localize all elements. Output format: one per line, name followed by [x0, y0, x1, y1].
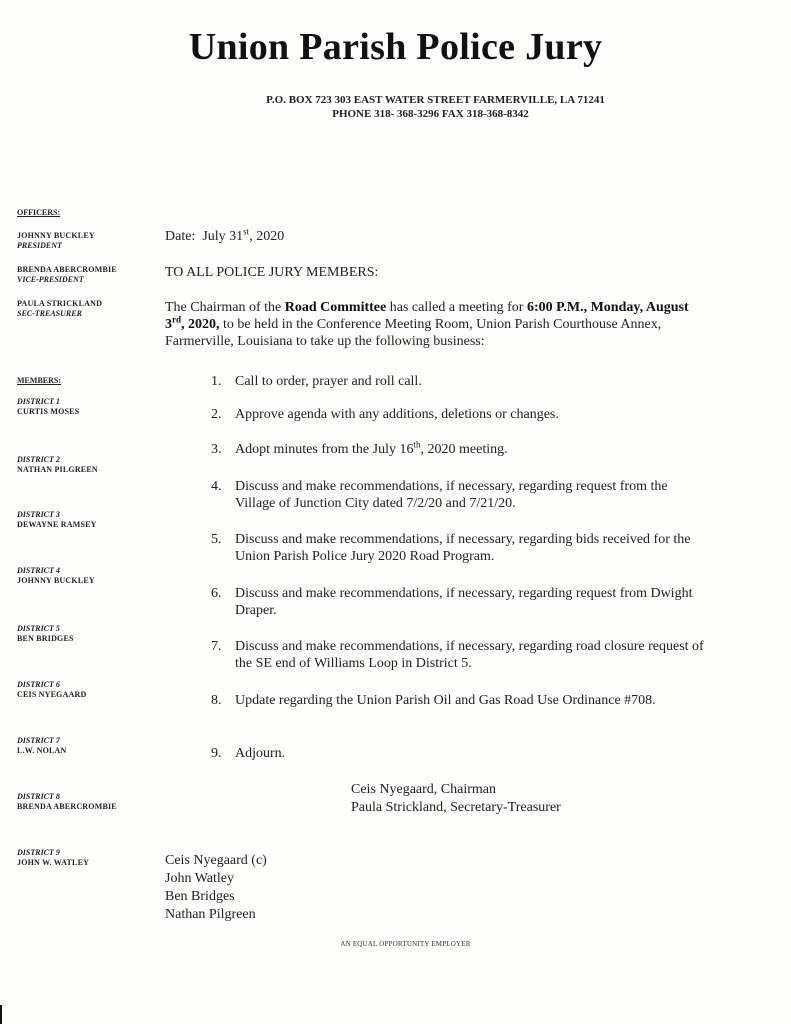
address-line: P.O. BOX 723 303 EAST WATER STREET FARMERVILLE, LA 71241	[266, 94, 605, 106]
district-label: DISTRICT 4	[17, 566, 60, 575]
member-entry	[17, 455, 98, 475]
district-label: DISTRICT 8	[17, 792, 60, 801]
officer-entry	[17, 299, 102, 319]
member-name: JOHN W. WATLEY	[17, 858, 90, 867]
district-label: DISTRICT 1	[17, 397, 60, 406]
officer-entry	[17, 231, 95, 251]
letter-date: Date: July 31st, 2020	[165, 226, 285, 244]
member-name: CEIS NYEGAARD	[17, 690, 87, 699]
officer-role: PRESIDENT	[17, 241, 62, 250]
cc-list	[165, 852, 267, 924]
member-name: CURTIS MOSES	[17, 407, 80, 416]
cc-item: John Watley	[165, 871, 234, 886]
letter-salutation: TO ALL POLICE JURY MEMBERS:	[165, 265, 379, 280]
member-entry	[17, 624, 74, 644]
district-label: DISTRICT 9	[17, 848, 60, 857]
officer-role: SEC-TREASURER	[17, 309, 82, 318]
scan-edge-mark	[0, 1005, 2, 1024]
officer-name: BRENDA ABERCROMBIE	[17, 265, 117, 274]
member-name: BEN BRIDGES	[17, 634, 74, 643]
phone-fax-line: PHONE 318- 368-3296 FAX 318-368-8342	[332, 108, 529, 120]
member-entry	[17, 397, 79, 417]
cc-item: Ben Bridges	[165, 889, 235, 904]
district-label: DISTRICT 2	[17, 455, 60, 464]
member-entry	[17, 736, 67, 756]
member-entry	[17, 848, 89, 868]
member-name: L.W. NOLAN	[17, 746, 67, 755]
cc-item: Nathan Pilgreen	[165, 907, 256, 922]
cc-item: Ceis Nyegaard (c)	[165, 853, 267, 868]
signature-secretary: Paula Strickland, Secretary-Treasurer	[351, 800, 561, 815]
district-label: DISTRICT 3	[17, 510, 60, 519]
officer-name: JOHNNY BUCKLEY	[17, 231, 95, 240]
footer-equal-opportunity: AN EQUAL OPPORTUNITY EMPLOYER	[340, 940, 471, 948]
organization-title: Union Parish Police Jury	[188, 26, 603, 68]
district-label: DISTRICT 6	[17, 680, 60, 689]
member-entry	[17, 680, 87, 700]
officer-name: PAULA STRICKLAND	[17, 299, 103, 308]
district-label: DISTRICT 5	[17, 624, 60, 633]
officer-entry	[17, 265, 117, 285]
member-name: BRENDA ABERCROMBIE	[17, 802, 117, 811]
letter-intro-paragraph: The Chairman of the Road Committee has called a meeting for 6:00 P.M., Monday, August 3rd, 2020, to be held in the Conference Meeting Room, Union Parish Courthouse Annex, Farmerville, Louisiana to take up the following business:	[165, 300, 689, 349]
member-name: DEWAYNE RAMSEY	[17, 520, 97, 529]
letterhead-document: Union Parish Police Jury P.O. BOX 723 303 EAST WATER STREET FARMERVILLE, LA 71241 PHONE 318- 368-3296 FAX 318-368-8342 OFFICERS: JOHNNY BUCKLEY PRESIDENT BRENDA ABERCROMBIE VICE-PRESIDENT PAULA STRICKLAND SEC-TREASURER MEMBERS: DISTRICT 1 CURTIS MOSES DISTRICT 2 NATHAN PILGREEN DISTRICT 3 DEWAYNE RAMSEY DISTRICT 4 JOHNNY BUCKLEY DISTRICT 5 BEN BRIDGES DISTRICT 6 CEIS NYEGAARD DISTRICT 7 L.W. NOLAN DISTRICT 8 BRENDA ABERCROMBIE DISTRICT 9 JOHN W. WATLEY Date: July 31st, 2020 TO ALL POLICE JURY MEMBERS: The Chairman of the Road Committee has called a meeting for 6:00 P.M., Monday, August 3rd, 2020, to be held in the Conference Meeting Room, Union Parish Courthouse Annex, Farmerville, Louisiana to take up the following business: 1. Call to order, prayer and roll call. 2. Approve agenda with any additions, deletions or changes. 3. Adopt minutes from the July 16th, 2020 meeting. 4. Discuss and make recommendations, if necessary, regarding request from the Village of Junction City dated 7/2/20 and 7/21/20. 5. Discuss and make recommendations, if necessary, regarding bids received for the Union Parish Police Jury 2020 Road Program. 6. Discuss and make recommendations, if necessary, regarding request from Dwight Draper. 7. Discuss and make recommendations, if necessary, regarding road closure request of the SE end of Williams Loop in District 5. 8. Update regarding the Union Parish Oil and Gas Road Use Ordinance #708. 9. Adjourn. Ceis Nyegaard, Chairman Paula Strickland, Secretary-Treasurer Ceis Nyegaard (c) John Watley Ben Bridges Nathan Pilgreen AN EQUAL OPPORTUNITY EMPLOYER	[0, 0, 791, 1024]
member-entry	[17, 792, 117, 812]
signature-chairman: Ceis Nyegaard, Chairman	[351, 782, 497, 797]
signature-block	[351, 781, 561, 817]
member-name: JOHNNY BUCKLEY	[17, 576, 95, 585]
officers-heading: OFFICERS:	[17, 208, 61, 217]
district-label: DISTRICT 7	[17, 736, 60, 745]
members-heading: MEMBERS:	[17, 376, 61, 385]
member-name: NATHAN PILGREEN	[17, 465, 98, 474]
officer-role: VICE-PRESIDENT	[17, 275, 84, 284]
member-entry	[17, 510, 97, 530]
member-entry	[17, 566, 95, 586]
